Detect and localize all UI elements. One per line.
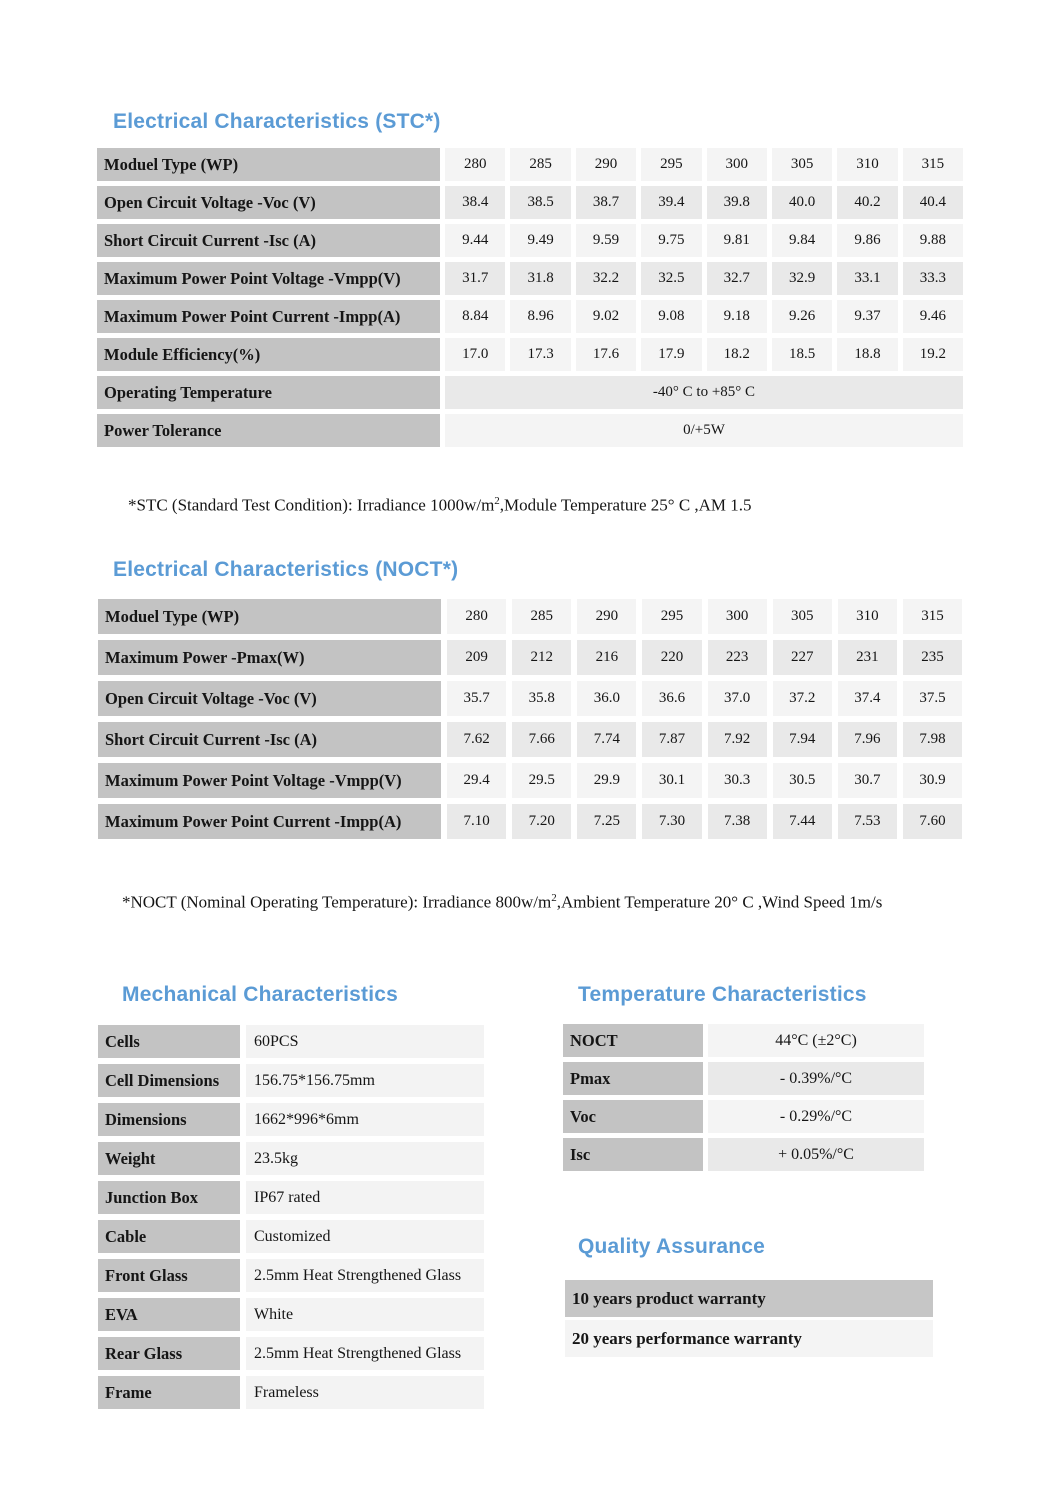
mech-row-label: Rear Glass: [98, 1337, 240, 1370]
noct-module-type: 295: [642, 599, 701, 634]
stc-module-type: 285: [510, 148, 570, 181]
warranty-item-product: 10 years product warranty: [565, 1280, 933, 1317]
table-row: [563, 1062, 924, 1095]
stc-footnote-text: ,Module Temperature 25° C ,AM 1.5: [499, 495, 752, 515]
stc-table: [92, 143, 968, 452]
noct-footnote: [122, 892, 882, 913]
noct-value-cell: 216: [577, 640, 636, 675]
stc-row-label: Power Tolerance: [97, 414, 440, 447]
table-row: [98, 1181, 484, 1214]
mech-row-label: EVA: [98, 1298, 240, 1331]
mech-value-cell: White: [246, 1298, 484, 1331]
mechanical-table: [92, 1019, 490, 1415]
temp-value-cell: + 0.05%/°C: [708, 1138, 924, 1171]
noct-value-cell: 30.9: [903, 763, 962, 798]
mech-row-label: Cable: [98, 1220, 240, 1253]
mech-row-label: Weight: [98, 1142, 240, 1175]
stc-value-cell: 39.8: [707, 186, 767, 219]
mech-value-cell: Frameless: [246, 1376, 484, 1409]
stc-value-cell: 32.5: [641, 262, 701, 295]
noct-module-type: 280: [447, 599, 506, 634]
mech-value-cell: Customized: [246, 1220, 484, 1253]
noct-value-cell: 7.94: [773, 722, 832, 757]
mech-value-cell: 1662*996*6mm: [246, 1103, 484, 1136]
stc-value-cell: 9.02: [576, 300, 636, 333]
stc-value-cell: 9.26: [772, 300, 832, 333]
stc-module-type: 295: [641, 148, 701, 181]
noct-footnote-text: ,Ambient Temperature 20° C ,Wind Speed 1m/s: [556, 892, 883, 912]
table-row: [98, 1103, 484, 1136]
noct-value-cell: 7.20: [512, 804, 571, 839]
noct-table: [92, 593, 968, 845]
stc-row-label: Open Circuit Voltage -Voc (V): [97, 186, 440, 219]
stc-value-cell: 32.2: [576, 262, 636, 295]
noct-value-cell: 7.96: [838, 722, 897, 757]
noct-header-label: Moduel Type (WP): [98, 599, 441, 634]
stc-module-type: 315: [903, 148, 963, 181]
noct-value-cell: 29.4: [447, 763, 506, 798]
noct-value-cell: 7.30: [642, 804, 701, 839]
table-row: [98, 1142, 484, 1175]
stc-value-cell: 9.18: [707, 300, 767, 333]
noct-value-cell: 37.0: [708, 681, 767, 716]
stc-row-label: Maximum Power Point Current -Impp(A): [97, 300, 440, 333]
table-row: [98, 1259, 484, 1292]
noct-row-label: Maximum Power -Pmax(W): [98, 640, 441, 675]
noct-value-cell: 37.4: [838, 681, 897, 716]
stc-value-cell: 9.81: [707, 224, 767, 257]
noct-value-cell: 29.9: [577, 763, 636, 798]
table-row: [97, 186, 963, 219]
noct-value-cell: 223: [708, 640, 767, 675]
stc-value-cell: 40.0: [772, 186, 832, 219]
temp-row-label: Isc: [563, 1138, 703, 1171]
table-row: [98, 1064, 484, 1097]
noct-value-cell: 7.25: [577, 804, 636, 839]
stc-value-cell: 9.37: [837, 300, 897, 333]
noct-value-cell: 36.0: [577, 681, 636, 716]
noct-value-cell: 212: [512, 640, 571, 675]
table-row: [97, 414, 963, 447]
noct-module-type: 285: [512, 599, 571, 634]
noct-value-cell: 7.66: [512, 722, 571, 757]
quality-assurance-list: [565, 1280, 933, 1360]
stc-row-label: Maximum Power Point Voltage -Vmpp(V): [97, 262, 440, 295]
temp-row-label: NOCT: [563, 1024, 703, 1057]
stc-module-type: 280: [445, 148, 505, 181]
table-row: [97, 262, 963, 295]
stc-row-label: Short Circuit Current -Isc (A): [97, 224, 440, 257]
mech-value-cell: 60PCS: [246, 1025, 484, 1058]
mech-row-label: Cells: [98, 1025, 240, 1058]
table-row: [97, 148, 963, 181]
stc-value-cell: 9.49: [510, 224, 570, 257]
stc-module-type: 305: [772, 148, 832, 181]
mech-value-cell: 2.5mm Heat Strengthened Glass: [246, 1337, 484, 1370]
stc-value-cell: 31.7: [445, 262, 505, 295]
temperature-section-title: Temperature Characteristics: [578, 983, 867, 1006]
table-row: [98, 1025, 484, 1058]
stc-value-cell: 33.1: [837, 262, 897, 295]
stc-merged-value-cell: 0/+5W: [445, 414, 963, 447]
stc-value-cell: 9.46: [903, 300, 963, 333]
stc-value-cell: 32.9: [772, 262, 832, 295]
stc-value-cell: 40.2: [837, 186, 897, 219]
stc-value-cell: 40.4: [903, 186, 963, 219]
table-row: [97, 300, 963, 333]
mech-row-label: Front Glass: [98, 1259, 240, 1292]
stc-value-cell: 8.96: [510, 300, 570, 333]
table-row: [97, 338, 963, 371]
mech-value-cell: 2.5mm Heat Strengthened Glass: [246, 1259, 484, 1292]
noct-value-cell: 30.3: [708, 763, 767, 798]
stc-value-cell: 9.84: [772, 224, 832, 257]
stc-value-cell: 9.59: [576, 224, 636, 257]
table-row: [98, 1298, 484, 1331]
stc-value-cell: 19.2: [903, 338, 963, 371]
noct-module-type: 305: [773, 599, 832, 634]
stc-module-type: 310: [837, 148, 897, 181]
stc-merged-value-cell: -40° C to +85° C: [445, 376, 963, 409]
stc-value-cell: 17.0: [445, 338, 505, 371]
noct-value-cell: 35.8: [512, 681, 571, 716]
mech-value-cell: 156.75*156.75mm: [246, 1064, 484, 1097]
table-row: [97, 224, 963, 257]
stc-value-cell: 17.9: [641, 338, 701, 371]
stc-value-cell: 33.3: [903, 262, 963, 295]
noct-value-cell: 7.38: [708, 804, 767, 839]
noct-value-cell: 7.74: [577, 722, 636, 757]
noct-value-cell: 30.7: [838, 763, 897, 798]
table-row: [98, 722, 962, 757]
noct-row-label: Maximum Power Point Current -Impp(A): [98, 804, 441, 839]
table-row: [98, 804, 962, 839]
noct-value-cell: 36.6: [642, 681, 701, 716]
noct-value-cell: 220: [642, 640, 701, 675]
temperature-table: [558, 1019, 929, 1176]
stc-footnote-superscript: 2: [494, 495, 500, 507]
temp-value-cell: - 0.39%/°C: [708, 1062, 924, 1095]
noct-row-label: Open Circuit Voltage -Voc (V): [98, 681, 441, 716]
stc-value-cell: 9.75: [641, 224, 701, 257]
stc-row-label: Module Efficiency(%): [97, 338, 440, 371]
noct-value-cell: 231: [838, 640, 897, 675]
stc-value-cell: 32.7: [707, 262, 767, 295]
table-row: [98, 599, 962, 634]
noct-value-cell: 7.98: [903, 722, 962, 757]
noct-value-cell: 7.53: [838, 804, 897, 839]
table-row: [563, 1138, 924, 1171]
table-row: [98, 763, 962, 798]
temp-row-label: Voc: [563, 1100, 703, 1133]
noct-value-cell: 7.62: [447, 722, 506, 757]
noct-value-cell: 227: [773, 640, 832, 675]
mech-value-cell: IP67 rated: [246, 1181, 484, 1214]
stc-footnote: [128, 495, 752, 516]
stc-row-label: Operating Temperature: [97, 376, 440, 409]
table-row: [98, 681, 962, 716]
stc-value-cell: 17.6: [576, 338, 636, 371]
temp-row-label: Pmax: [563, 1062, 703, 1095]
stc-value-cell: 38.4: [445, 186, 505, 219]
stc-value-cell: 9.08: [641, 300, 701, 333]
warranty-item-performance: 20 years performance warranty: [565, 1320, 933, 1357]
mech-row-label: Dimensions: [98, 1103, 240, 1136]
stc-header-label: Moduel Type (WP): [97, 148, 440, 181]
noct-value-cell: 7.10: [447, 804, 506, 839]
noct-value-cell: 35.7: [447, 681, 506, 716]
table-row: [563, 1100, 924, 1133]
table-row: [98, 1220, 484, 1253]
noct-value-cell: 37.2: [773, 681, 832, 716]
noct-footnote-superscript: 2: [551, 892, 557, 904]
table-row: [98, 1376, 484, 1409]
temp-value-cell: - 0.29%/°C: [708, 1100, 924, 1133]
quality-section-title: Quality Assurance: [578, 1235, 766, 1258]
table-row: [98, 640, 962, 675]
mech-row-label: Frame: [98, 1376, 240, 1409]
noct-value-cell: 7.44: [773, 804, 832, 839]
noct-value-cell: 29.5: [512, 763, 571, 798]
stc-value-cell: 17.3: [510, 338, 570, 371]
table-row: [563, 1024, 924, 1057]
stc-value-cell: 38.5: [510, 186, 570, 219]
stc-value-cell: 9.44: [445, 224, 505, 257]
stc-value-cell: 31.8: [510, 262, 570, 295]
noct-module-type: 290: [577, 599, 636, 634]
noct-value-cell: 7.92: [708, 722, 767, 757]
stc-section-title: Electrical Characteristics (STC*): [113, 110, 441, 133]
stc-value-cell: 38.7: [576, 186, 636, 219]
mechanical-section-title: Mechanical Characteristics: [122, 983, 398, 1006]
stc-value-cell: 18.2: [707, 338, 767, 371]
stc-module-type: 290: [576, 148, 636, 181]
stc-footnote-text: *STC (Standard Test Condition): Irradiance 1000w/m: [128, 495, 495, 515]
noct-value-cell: 7.87: [642, 722, 701, 757]
stc-value-cell: 18.5: [772, 338, 832, 371]
noct-row-label: Maximum Power Point Voltage -Vmpp(V): [98, 763, 441, 798]
stc-value-cell: 9.86: [837, 224, 897, 257]
table-row: [98, 1337, 484, 1370]
mech-row-label: Cell Dimensions: [98, 1064, 240, 1097]
stc-module-type: 300: [707, 148, 767, 181]
noct-section-title: Electrical Characteristics (NOCT*): [113, 558, 459, 581]
noct-module-type: 310: [838, 599, 897, 634]
stc-value-cell: 8.84: [445, 300, 505, 333]
noct-value-cell: 235: [903, 640, 962, 675]
temp-value-cell: 44°C (±2°C): [708, 1024, 924, 1057]
noct-module-type: 300: [708, 599, 767, 634]
stc-value-cell: 18.8: [837, 338, 897, 371]
noct-module-type: 315: [903, 599, 962, 634]
noct-row-label: Short Circuit Current -Isc (A): [98, 722, 441, 757]
stc-value-cell: 9.88: [903, 224, 963, 257]
noct-value-cell: 209: [447, 640, 506, 675]
noct-value-cell: 30.5: [773, 763, 832, 798]
noct-value-cell: 37.5: [903, 681, 962, 716]
mech-value-cell: 23.5kg: [246, 1142, 484, 1175]
mech-row-label: Junction Box: [98, 1181, 240, 1214]
noct-footnote-text: *NOCT (Nominal Operating Temperature): Irradiance 800w/m: [122, 892, 552, 912]
noct-value-cell: 7.60: [903, 804, 962, 839]
table-row: [97, 376, 963, 409]
noct-value-cell: 30.1: [642, 763, 701, 798]
stc-value-cell: 39.4: [641, 186, 701, 219]
